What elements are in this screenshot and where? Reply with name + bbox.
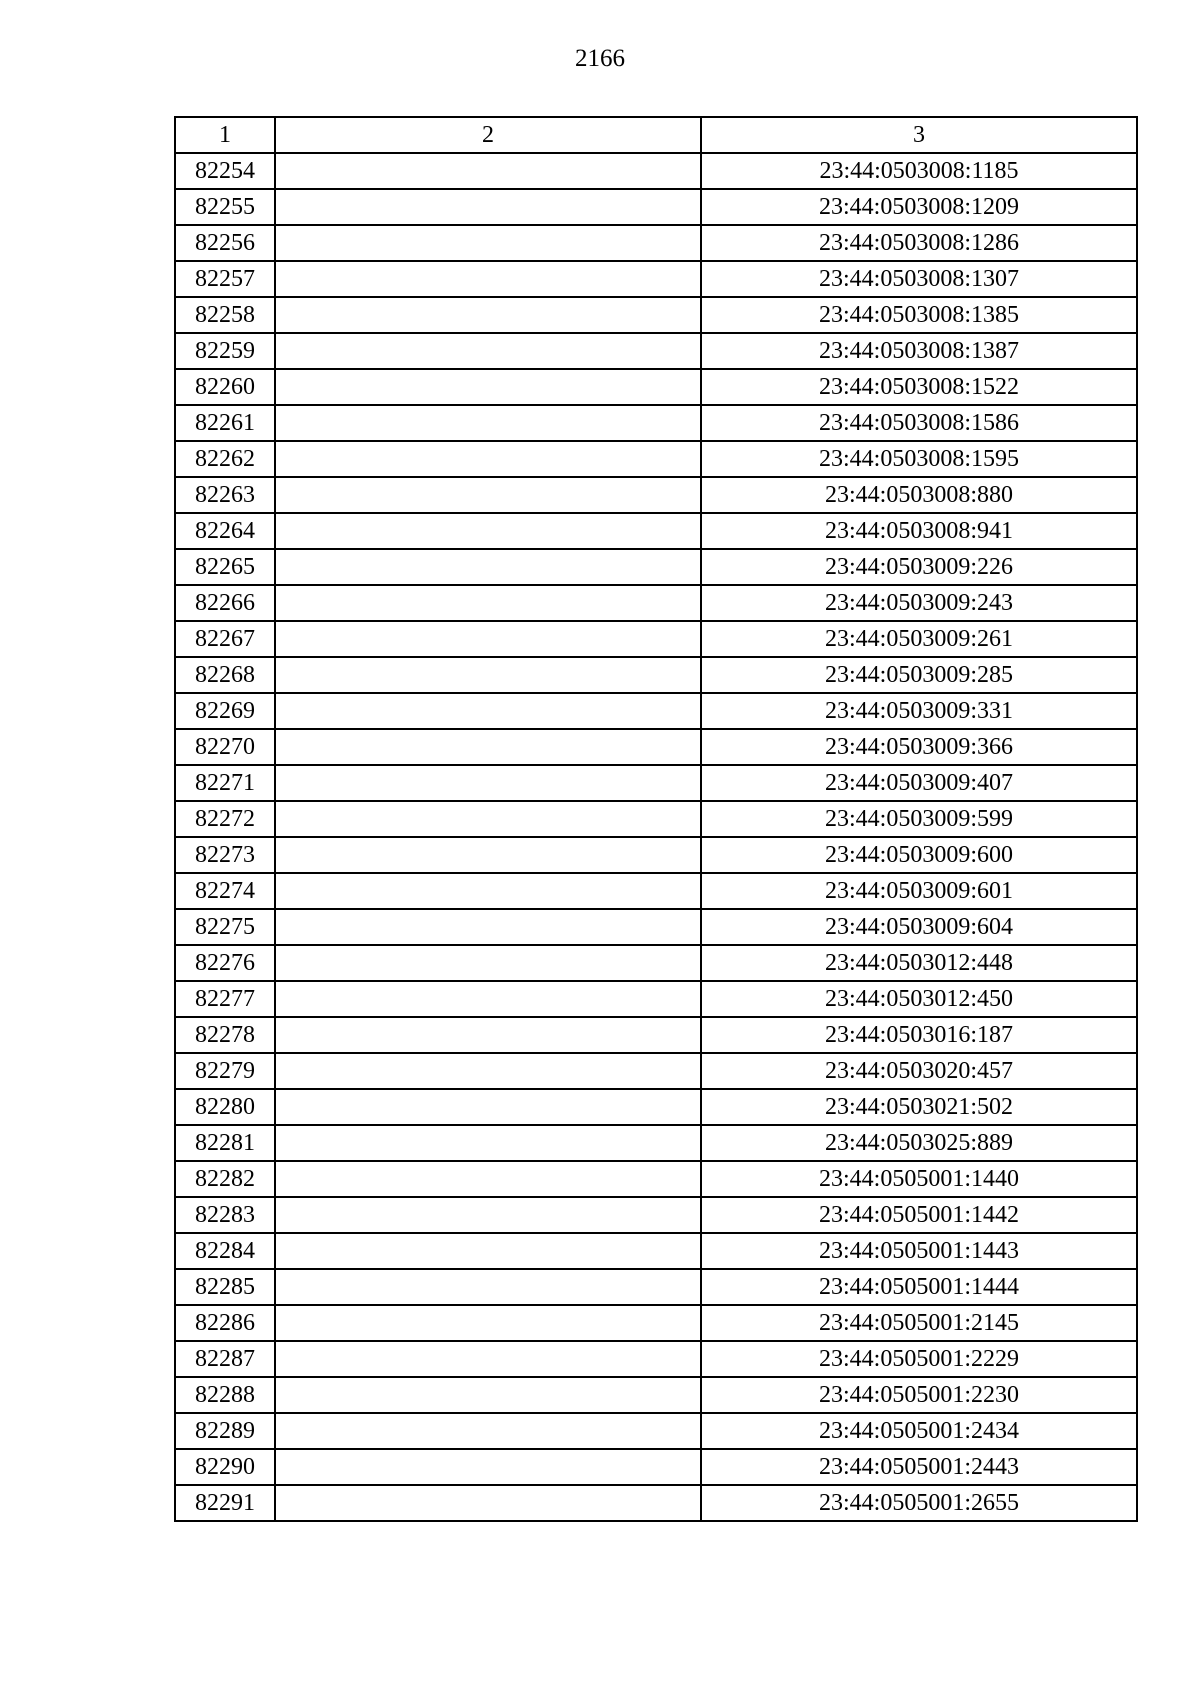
cadastral-number-cell: 23:44:0503009:366 (701, 729, 1137, 765)
registry-table (174, 116, 1138, 1522)
row-number-cell: 82263 (175, 477, 275, 513)
table-row (175, 1377, 1137, 1413)
cadastral-number-cell: 23:44:0505001:1442 (701, 1197, 1137, 1233)
cadastral-number-cell: 23:44:0505001:2230 (701, 1377, 1137, 1413)
row-empty-cell (275, 1017, 701, 1053)
row-number-cell: 82258 (175, 297, 275, 333)
row-empty-cell (275, 369, 701, 405)
table-row (175, 873, 1137, 909)
row-empty-cell (275, 1305, 701, 1341)
row-number-cell: 82285 (175, 1269, 275, 1305)
row-empty-cell (275, 513, 701, 549)
row-number-cell: 82271 (175, 765, 275, 801)
table-row (175, 225, 1137, 261)
row-number-cell: 82288 (175, 1377, 275, 1413)
row-number-cell: 82282 (175, 1161, 275, 1197)
row-empty-cell (275, 1449, 701, 1485)
table-row (175, 513, 1137, 549)
table-row (175, 441, 1137, 477)
row-number-cell: 82257 (175, 261, 275, 297)
cadastral-number-cell: 23:44:0503021:502 (701, 1089, 1137, 1125)
table-header-row (175, 117, 1137, 153)
table-row (175, 1269, 1137, 1305)
row-number-cell: 82266 (175, 585, 275, 621)
row-number-cell: 82283 (175, 1197, 275, 1233)
table-row (175, 1161, 1137, 1197)
row-empty-cell (275, 405, 701, 441)
row-number-cell: 82277 (175, 981, 275, 1017)
table-row (175, 405, 1137, 441)
table-row (175, 693, 1137, 729)
row-empty-cell (275, 549, 701, 585)
cadastral-number-cell: 23:44:0505001:2443 (701, 1449, 1137, 1485)
table-row (175, 1305, 1137, 1341)
row-empty-cell (275, 657, 701, 693)
column-header-1: 1 (175, 117, 275, 153)
column-header-3: 3 (701, 117, 1137, 153)
row-number-cell: 82279 (175, 1053, 275, 1089)
cadastral-number-cell: 23:44:0503008:1522 (701, 369, 1137, 405)
table-row (175, 297, 1137, 333)
row-empty-cell (275, 981, 701, 1017)
row-number-cell: 82274 (175, 873, 275, 909)
column-header-2: 2 (275, 117, 701, 153)
cadastral-number-cell: 23:44:0505001:2145 (701, 1305, 1137, 1341)
row-number-cell: 82273 (175, 837, 275, 873)
table-row (175, 153, 1137, 189)
cadastral-number-cell: 23:44:0503020:457 (701, 1053, 1137, 1089)
table-row (175, 1125, 1137, 1161)
row-empty-cell (275, 801, 701, 837)
table-row (175, 1197, 1137, 1233)
row-empty-cell (275, 765, 701, 801)
cadastral-number-cell: 23:44:0505001:2655 (701, 1485, 1137, 1521)
row-empty-cell (275, 1125, 701, 1161)
row-empty-cell (275, 1089, 701, 1125)
row-empty-cell (275, 1197, 701, 1233)
table-row (175, 981, 1137, 1017)
cadastral-number-cell: 23:44:0503009:601 (701, 873, 1137, 909)
row-number-cell: 82256 (175, 225, 275, 261)
row-number-cell: 82265 (175, 549, 275, 585)
row-empty-cell (275, 1341, 701, 1377)
table-body (175, 153, 1137, 1521)
row-empty-cell (275, 1485, 701, 1521)
row-number-cell: 82254 (175, 153, 275, 189)
row-empty-cell (275, 1269, 701, 1305)
table-row (175, 837, 1137, 873)
cadastral-number-cell: 23:44:0505001:2434 (701, 1413, 1137, 1449)
cadastral-number-cell: 23:44:0503009:331 (701, 693, 1137, 729)
cadastral-number-cell: 23:44:0503008:941 (701, 513, 1137, 549)
cadastral-number-cell: 23:44:0503009:604 (701, 909, 1137, 945)
row-number-cell: 82264 (175, 513, 275, 549)
row-number-cell: 82268 (175, 657, 275, 693)
row-number-cell: 82267 (175, 621, 275, 657)
table-row (175, 729, 1137, 765)
row-number-cell: 82289 (175, 1413, 275, 1449)
row-empty-cell (275, 153, 701, 189)
table-row (175, 621, 1137, 657)
row-number-cell: 82291 (175, 1485, 275, 1521)
table-row (175, 801, 1137, 837)
row-number-cell: 82290 (175, 1449, 275, 1485)
cadastral-number-cell: 23:44:0505001:1443 (701, 1233, 1137, 1269)
row-empty-cell (275, 333, 701, 369)
row-empty-cell (275, 297, 701, 333)
cadastral-number-cell: 23:44:0503009:285 (701, 657, 1137, 693)
row-number-cell: 82287 (175, 1341, 275, 1377)
table-row (175, 909, 1137, 945)
row-empty-cell (275, 441, 701, 477)
table-row (175, 189, 1137, 225)
cadastral-number-cell: 23:44:0503008:1387 (701, 333, 1137, 369)
table-row (175, 1017, 1137, 1053)
table-row (175, 1053, 1137, 1089)
table-row (175, 945, 1137, 981)
row-number-cell: 82275 (175, 909, 275, 945)
cadastral-number-cell: 23:44:0503009:600 (701, 837, 1137, 873)
row-empty-cell (275, 1413, 701, 1449)
table-row (175, 765, 1137, 801)
cadastral-number-cell: 23:44:0503016:187 (701, 1017, 1137, 1053)
row-empty-cell (275, 585, 701, 621)
row-number-cell: 82278 (175, 1017, 275, 1053)
cadastral-number-cell: 23:44:0505001:1440 (701, 1161, 1137, 1197)
row-empty-cell (275, 189, 701, 225)
row-empty-cell (275, 1233, 701, 1269)
row-empty-cell (275, 873, 701, 909)
cadastral-number-cell: 23:44:0503008:1586 (701, 405, 1137, 441)
table-row (175, 261, 1137, 297)
cadastral-number-cell: 23:44:0503008:1185 (701, 153, 1137, 189)
row-empty-cell (275, 1053, 701, 1089)
cadastral-number-cell: 23:44:0503008:1595 (701, 441, 1137, 477)
cadastral-number-cell: 23:44:0503009:226 (701, 549, 1137, 585)
row-empty-cell (275, 837, 701, 873)
table-row (175, 1089, 1137, 1125)
cadastral-number-cell: 23:44:0503012:448 (701, 945, 1137, 981)
row-number-cell: 82262 (175, 441, 275, 477)
row-empty-cell (275, 1377, 701, 1413)
row-number-cell: 82259 (175, 333, 275, 369)
cadastral-number-cell: 23:44:0503009:599 (701, 801, 1137, 837)
row-empty-cell (275, 477, 701, 513)
row-number-cell: 82284 (175, 1233, 275, 1269)
cadastral-number-cell: 23:44:0503009:407 (701, 765, 1137, 801)
cadastral-number-cell: 23:44:0503008:1209 (701, 189, 1137, 225)
table-row (175, 549, 1137, 585)
cadastral-number-cell: 23:44:0505001:2229 (701, 1341, 1137, 1377)
table-row (175, 657, 1137, 693)
table-row (175, 477, 1137, 513)
page-number: 2166 (575, 45, 625, 72)
row-number-cell: 82281 (175, 1125, 275, 1161)
cadastral-number-cell: 23:44:0503012:450 (701, 981, 1137, 1017)
row-number-cell: 82261 (175, 405, 275, 441)
row-empty-cell (275, 729, 701, 765)
cadastral-number-cell: 23:44:0503008:1385 (701, 297, 1137, 333)
row-number-cell: 82286 (175, 1305, 275, 1341)
row-number-cell: 82255 (175, 189, 275, 225)
table-row (175, 1485, 1137, 1521)
cadastral-number-cell: 23:44:0503008:880 (701, 477, 1137, 513)
cadastral-number-cell: 23:44:0503009:243 (701, 585, 1137, 621)
cadastral-number-cell: 23:44:0503008:1286 (701, 225, 1137, 261)
table-row (175, 333, 1137, 369)
table-row (175, 1233, 1137, 1269)
table-row (175, 1413, 1137, 1449)
row-number-cell: 82272 (175, 801, 275, 837)
cadastral-number-cell: 23:44:0505001:1444 (701, 1269, 1137, 1305)
cadastral-number-cell: 23:44:0503025:889 (701, 1125, 1137, 1161)
table-row (175, 369, 1137, 405)
row-number-cell: 82276 (175, 945, 275, 981)
row-empty-cell (275, 261, 701, 297)
row-empty-cell (275, 693, 701, 729)
row-number-cell: 82269 (175, 693, 275, 729)
row-number-cell: 82280 (175, 1089, 275, 1125)
cadastral-number-cell: 23:44:0503009:261 (701, 621, 1137, 657)
cadastral-number-cell: 23:44:0503008:1307 (701, 261, 1137, 297)
table-row (175, 1449, 1137, 1485)
row-number-cell: 82270 (175, 729, 275, 765)
row-empty-cell (275, 225, 701, 261)
row-empty-cell (275, 909, 701, 945)
row-number-cell: 82260 (175, 369, 275, 405)
table-row (175, 585, 1137, 621)
table-row (175, 1341, 1137, 1377)
row-empty-cell (275, 621, 701, 657)
row-empty-cell (275, 945, 701, 981)
row-empty-cell (275, 1161, 701, 1197)
